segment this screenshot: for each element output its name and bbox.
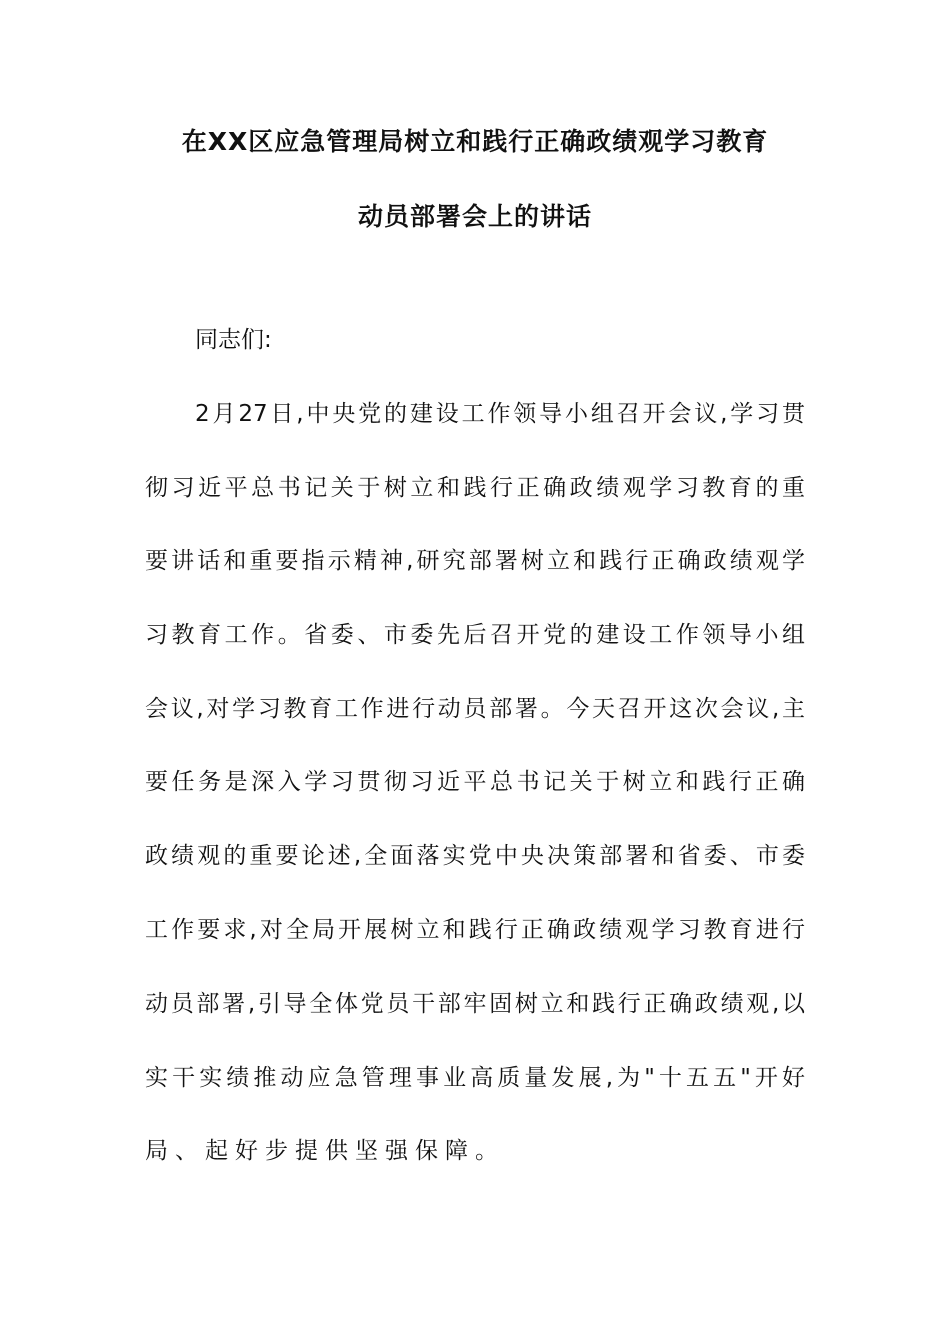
body-line: 实干实绩推动应急管理事业高质量发展,为"十五五"开好 — [145, 1065, 805, 1091]
body-line: 彻习近平总书记关于树立和践行正确政绩观学习教育的重 — [145, 475, 805, 501]
document-title-line-1: 在XX区应急管理局树立和践行正确政绩观学习教育 — [181, 127, 769, 156]
body-line: 动员部署,引导全体党员干部牢固树立和践行正确政绩观,以 — [145, 991, 805, 1017]
body-line: 习教育工作。省委、市委先后召开党的建设工作领导小组 — [145, 622, 805, 648]
body-line: 要任务是深入学习贯彻习近平总书记关于树立和践行正确 — [145, 769, 805, 795]
body-line: 政绩观的重要论述,全面落实党中央决策部署和省委、市委 — [145, 843, 805, 869]
body-line: 工作要求,对全局开展树立和践行正确政绩观学习教育进行 — [145, 917, 805, 943]
body-line: 会议,对学习教育工作进行动员部署。今天召开这次会议,主 — [145, 696, 805, 722]
body-line: 2月27日,中央党的建设工作领导小组召开会议,学习贯 — [195, 401, 805, 427]
document-title-line-2: 动员部署会上的讲话 — [357, 202, 592, 231]
greeting: 同志们: — [195, 327, 272, 353]
body-line: 要讲话和重要指示精神,研究部署树立和践行正确政绩观学 — [145, 548, 805, 574]
body-line: 局、起好步提供坚强保障。 — [145, 1138, 505, 1164]
